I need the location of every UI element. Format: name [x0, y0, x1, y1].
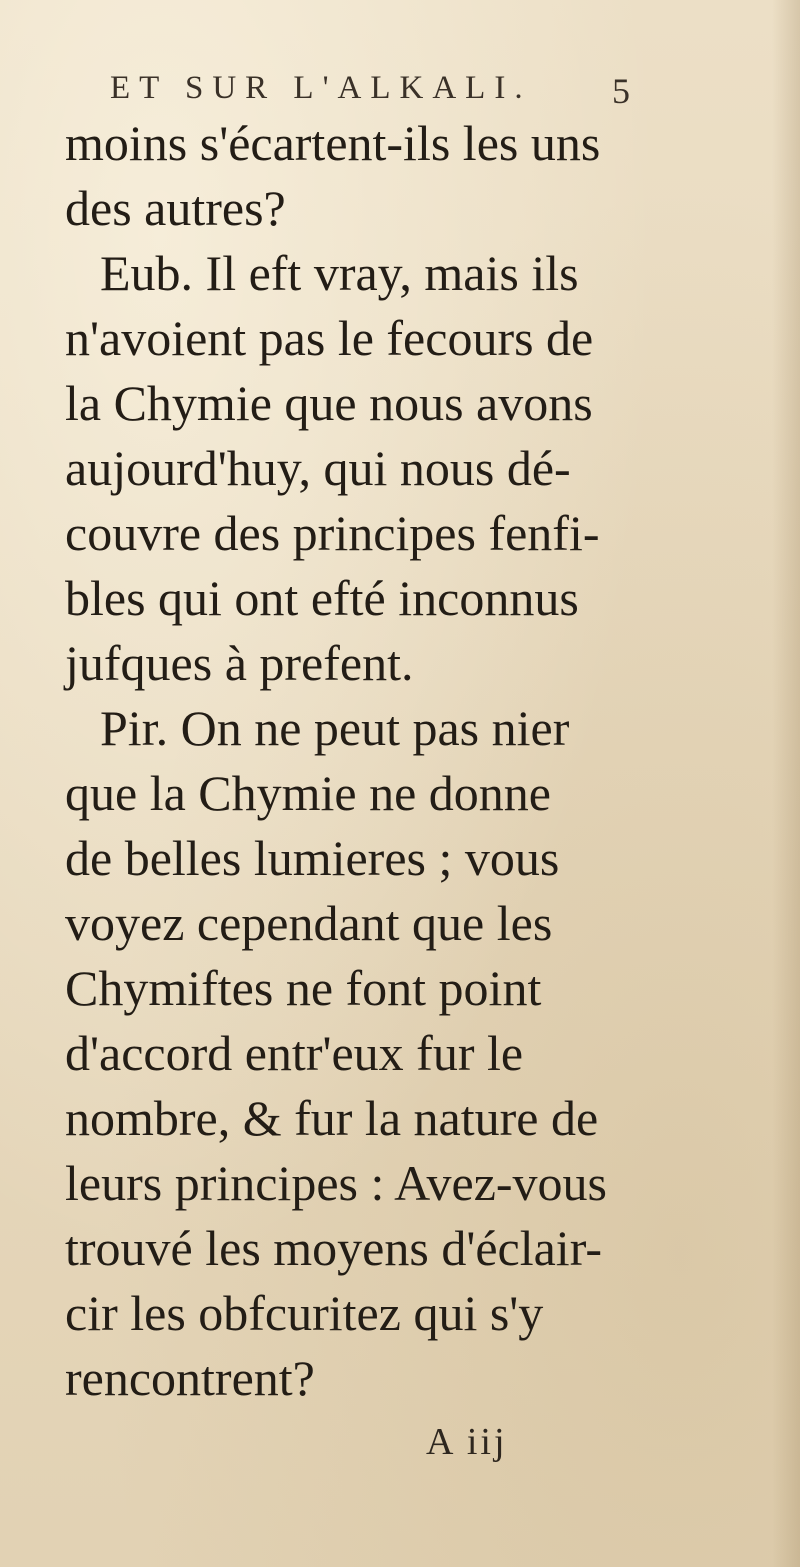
text-line: aujourd'huy, qui nous dé- [65, 440, 571, 496]
text-line: cir les obfcuritez qui s'y [65, 1285, 544, 1341]
text-line: bles qui ont efté inconnus [65, 570, 579, 626]
signature-mark: A iij [426, 1421, 508, 1463]
text-line: trouvé les moyens d'éclair- [65, 1220, 602, 1276]
running-head [110, 70, 630, 110]
text-line: de belles lumieres ; vous [65, 830, 560, 886]
text-line: n'avoient pas le fecours de [65, 310, 594, 366]
text-line: couvre des principes fenfi- [65, 505, 600, 561]
text-line: voyez cependant que les [65, 895, 553, 951]
text-line: des autres? [65, 180, 286, 236]
text-line: jufques à prefent. [65, 635, 414, 691]
text-line: rencontrent? [65, 1350, 315, 1406]
text-line: moins s'écartent-ils les uns [65, 115, 601, 171]
text-line: la Chymie que nous avons [65, 375, 593, 431]
text-line: Pir. On ne peut pas nier [100, 700, 570, 756]
text-line: Chymiftes ne font point [65, 960, 542, 1016]
text-line: nombre, & fur la nature de [65, 1090, 599, 1146]
text-line: Eub. Il eft vray, mais ils [100, 245, 579, 301]
page-edge-shadow [772, 0, 800, 1567]
running-head-title: ET SUR L'ALKALI. [110, 70, 532, 106]
text-line: leurs principes : Avez-vous [65, 1155, 607, 1211]
page-number: 5 [612, 71, 630, 111]
text-line: d'accord entr'eux fur le [65, 1025, 524, 1081]
text-line: que la Chymie ne donne [65, 765, 551, 821]
